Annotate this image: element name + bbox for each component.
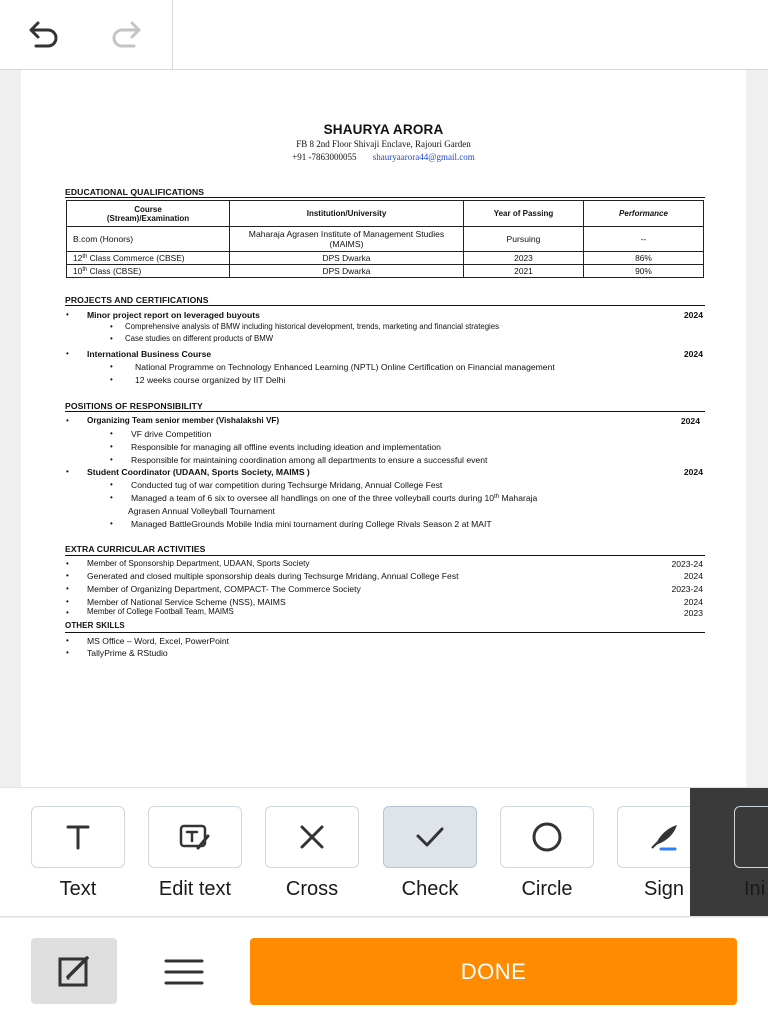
text-t-icon[interactable]: [31, 806, 125, 868]
table-header: Performance: [584, 201, 704, 227]
project-detail: Case studies on different products of BMW: [125, 334, 274, 343]
section-title-projects: PROJECTS AND CERTIFICATIONS: [65, 295, 209, 305]
edit-text-icon[interactable]: [148, 806, 242, 868]
bullet: •: [110, 322, 113, 331]
activity-year: 2023-24: [671, 584, 703, 594]
bullet: •: [66, 584, 69, 593]
tool-circle[interactable]: [500, 806, 594, 901]
position-detail: VF drive Competition: [131, 429, 212, 439]
activity-item: Member of Sponsorship Department, UDAAN, Sports Society: [87, 559, 310, 568]
section-rule: [65, 555, 705, 556]
tool-initials[interactable]: [734, 806, 768, 901]
cross-x-icon[interactable]: [265, 806, 359, 868]
tool-label: Ini: [744, 878, 766, 900]
edit-square-icon: [54, 951, 94, 991]
project-detail: National Programme on Technology Enhanced Learning (NPTL) Online Certification on Financial management: [135, 362, 555, 372]
table-cell: DPS Dwarka: [230, 252, 464, 265]
section-title-skills: OTHER SKILLS: [65, 621, 125, 630]
table-header: Year of Passing: [464, 201, 584, 227]
section-rule: [65, 305, 705, 306]
activity-year: 2024: [683, 597, 703, 607]
education-table: [66, 200, 704, 278]
table-cell: 2021: [464, 265, 584, 278]
activity-year: 2024: [683, 571, 703, 581]
bullet: •: [66, 636, 69, 645]
document-viewer[interactable]: [0, 70, 768, 787]
project-detail: Comprehensive analysis of BMW including historical development, trends, marketing and financial strategies: [125, 322, 499, 331]
section-title-extra: EXTRA CURRICULAR ACTIVITIES: [65, 544, 206, 554]
bullet: •: [110, 362, 113, 371]
section-rule: [65, 632, 705, 633]
bullet: •: [66, 608, 69, 617]
resume-name: SHAURYA ARORA: [323, 122, 444, 137]
skill-item: MS Office – Word, Excel, PowerPoint: [87, 636, 230, 646]
section-rule: [65, 411, 705, 412]
position-detail: Responsible for maintaining coordination among all departments to ensure a successful event: [131, 455, 488, 465]
activity-item: Member of College Football Team, MAIMS: [87, 607, 234, 616]
activity-year: 2023-24: [671, 559, 703, 569]
table-header: Course (Stream)/Examination: [67, 201, 230, 227]
section-rule: [65, 197, 705, 198]
redo-arrow-icon[interactable]: [106, 13, 150, 57]
table-cell: 2023: [464, 252, 584, 265]
bullet: •: [66, 416, 69, 425]
table-cell: --: [584, 227, 704, 252]
project-year: 2024: [683, 349, 703, 359]
position-year: 2024: [683, 467, 703, 477]
bullet: •: [110, 442, 113, 451]
tool-label: Sign: [643, 878, 685, 900]
bullet: •: [66, 559, 69, 568]
tool-label: Cross: [285, 878, 339, 900]
bullet: •: [110, 455, 113, 464]
tool-label: Edit text: [158, 878, 232, 900]
resume-phone: +91 -7863000055: [292, 152, 357, 162]
position-title: Student Coordinator (UDAAN, Sports Society, MAIMS ): [87, 467, 310, 477]
activity-year: 2023: [683, 608, 703, 618]
bullet: •: [66, 571, 69, 580]
bullet: •: [66, 648, 69, 657]
table-cell: DPS Dwarka: [230, 265, 464, 278]
bullet: •: [66, 349, 69, 358]
circle-icon[interactable]: [500, 806, 594, 868]
bullet: •: [110, 375, 113, 384]
table-cell: 10th Class (CBSE): [67, 265, 230, 278]
activity-item: Member of Organizing Department, COMPACT- The Commerce Society: [87, 584, 361, 594]
resume-contact: [21, 152, 746, 162]
section-title-positions: POSITIONS OF RESPONSIBILITY: [65, 401, 203, 411]
table-header: Institution/University: [230, 201, 464, 227]
menu-button[interactable]: [160, 952, 208, 992]
tool-label: Circle: [521, 878, 573, 900]
bullet: •: [66, 310, 69, 319]
project-title: Minor project report on leveraged buyouts: [87, 310, 260, 320]
table-cell: 90%: [584, 265, 704, 278]
table-cell: Maharaja Agrasen Institute of Management Studies (MAIMS): [230, 227, 464, 252]
toolbar-divider: [172, 0, 173, 70]
project-year: 2024: [683, 310, 703, 320]
annotation-tools-bar: [0, 787, 768, 917]
position-year: 2024: [680, 416, 700, 426]
section-title-education: EDUCATIONAL QUALIFICATIONS: [65, 187, 205, 197]
activity-item: Generated and closed multiple sponsorship deals during Techsurge Mridang, Annual College Fest: [87, 571, 459, 581]
bottom-action-bar: [0, 918, 768, 1024]
initials-icon[interactable]: [734, 806, 768, 868]
position-detail: Managed BattleGrounds Mobile India mini tournament during College Rivals Season 2 at MAIT: [131, 519, 492, 529]
top-toolbar: [0, 0, 768, 70]
position-detail-continued: Agrasen Annual Volleyball Tournament: [128, 506, 275, 516]
tool-text[interactable]: [31, 806, 125, 901]
resume-email: shauryaarora44@gmail.com: [372, 152, 475, 162]
bullet: •: [110, 519, 113, 528]
table-cell: 12th Class Commerce (CBSE): [67, 252, 230, 265]
position-detail: Conducted tug of war competition during Techsurge Mridang, Annual College Fest: [131, 480, 443, 490]
tool-label: Text: [59, 878, 97, 900]
hamburger-menu-icon: [164, 957, 204, 987]
bullet: •: [66, 597, 69, 606]
position-detail: Managed a team of 6 six to oversee all handlings on one of the three volleyball courts during 10th Maharaja: [131, 493, 538, 503]
tool-edit-text[interactable]: [148, 806, 242, 901]
table-row: [67, 265, 704, 278]
position-title: Organizing Team senior member (Vishalakshi VF): [87, 416, 280, 425]
bullet: •: [110, 493, 113, 502]
project-detail: 12 weeks course organized by IIT Delhi: [135, 375, 286, 385]
tool-label: Check: [401, 878, 459, 900]
bullet: •: [110, 429, 113, 438]
bullet: •: [110, 480, 113, 489]
edit-mode-button[interactable]: [31, 938, 117, 1004]
project-title: International Business Course: [87, 349, 212, 359]
undo-arrow-icon[interactable]: [20, 13, 64, 57]
table-cell: 86%: [584, 252, 704, 265]
tool-check[interactable]: [383, 806, 477, 901]
done-button[interactable]: DONE: [250, 938, 737, 1005]
resume-address: FB 8 2nd Floor Shivaji Enclave, Rajouri Garden: [296, 139, 471, 149]
position-detail: Responsible for managing all offline events including ideation and implementation: [131, 442, 441, 452]
skill-item: TallyPrime & RStudio: [87, 648, 168, 658]
bullet: •: [66, 467, 69, 476]
table-cell: Pursuing: [464, 227, 584, 252]
table-row: [67, 227, 704, 252]
tool-cross[interactable]: [265, 806, 359, 901]
bullet: •: [110, 334, 113, 343]
table-row: [67, 252, 704, 265]
table-cell: B.com (Honors): [67, 227, 230, 252]
resume-page[interactable]: [21, 70, 746, 787]
checkmark-icon[interactable]: [383, 806, 477, 868]
activity-item: Member of National Service Scheme (NSS), MAIMS: [87, 597, 286, 607]
